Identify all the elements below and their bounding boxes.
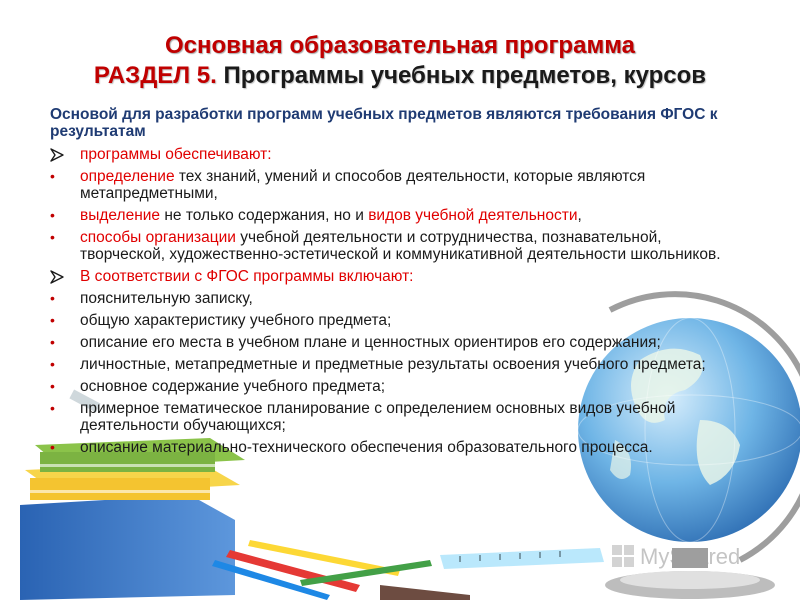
bullet-icon: • <box>50 378 55 394</box>
list-item: • пояснительную записку, <box>50 290 253 307</box>
arrow-bullet-icon <box>50 270 72 288</box>
list-item: программы обеспечивают: <box>50 146 730 163</box>
section-number: РАЗДЕЛ 5. <box>93 62 217 89</box>
list-item: • основное содержание учебного предмета; <box>50 378 386 395</box>
list-item: В соответствии с ФГОС программы включают: <box>50 268 730 285</box>
bullet-icon: • <box>50 400 55 416</box>
slide-subtitle <box>0 62 800 90</box>
slide-title: Основная образовательная программа <box>165 32 635 59</box>
bullet-icon: • <box>50 168 55 184</box>
bullet-icon: • <box>50 290 55 306</box>
bullet-icon: • <box>50 207 55 223</box>
bullet-icon: • <box>50 312 55 328</box>
list-item: • определение тех знаний, умений и способов деятельности, которые являются метапредметными, <box>50 168 646 202</box>
list-item: • личностные, метапредметные и предметные результаты освоения учебного предмета; <box>50 356 706 373</box>
bullet-icon: • <box>50 334 55 350</box>
bullet-icon: • <box>50 439 55 455</box>
list-item: • описание материально-технического обеспечения образовательного процесса. <box>50 439 653 456</box>
bullet-icon: • <box>50 229 55 245</box>
list-item: • способы организации учебной деятельности и сотрудничества, познавательной, творческой, художественно-эстетической и коммуникативной деятельности школьников. <box>50 229 721 263</box>
pencils-icon <box>212 540 470 600</box>
watermark-logo-icon <box>612 545 634 567</box>
section-title: Программы учебных предметов, курсов <box>216 62 707 89</box>
bullet-icon: • <box>50 356 55 372</box>
list-item: • примерное тематическое планирование с определением основных видов учебной деятельности обучающихся; <box>50 400 676 434</box>
intro-text: Основой для разработки программ учебных предметов являются требования ФГОС к результатам <box>50 106 718 140</box>
list-item: • описание его места в учебном плане и ценностных ориентиров его содержания; <box>50 334 661 351</box>
ruler-icon <box>440 548 604 569</box>
watermark-text: MyShared <box>640 544 741 569</box>
list-item: • общую характеристику учебного предмета; <box>50 312 392 329</box>
slide-content <box>50 106 730 461</box>
list-item: • выделение не только содержания, но и видов учебной деятельности, <box>50 207 582 224</box>
arrow-bullet-icon <box>50 148 72 166</box>
